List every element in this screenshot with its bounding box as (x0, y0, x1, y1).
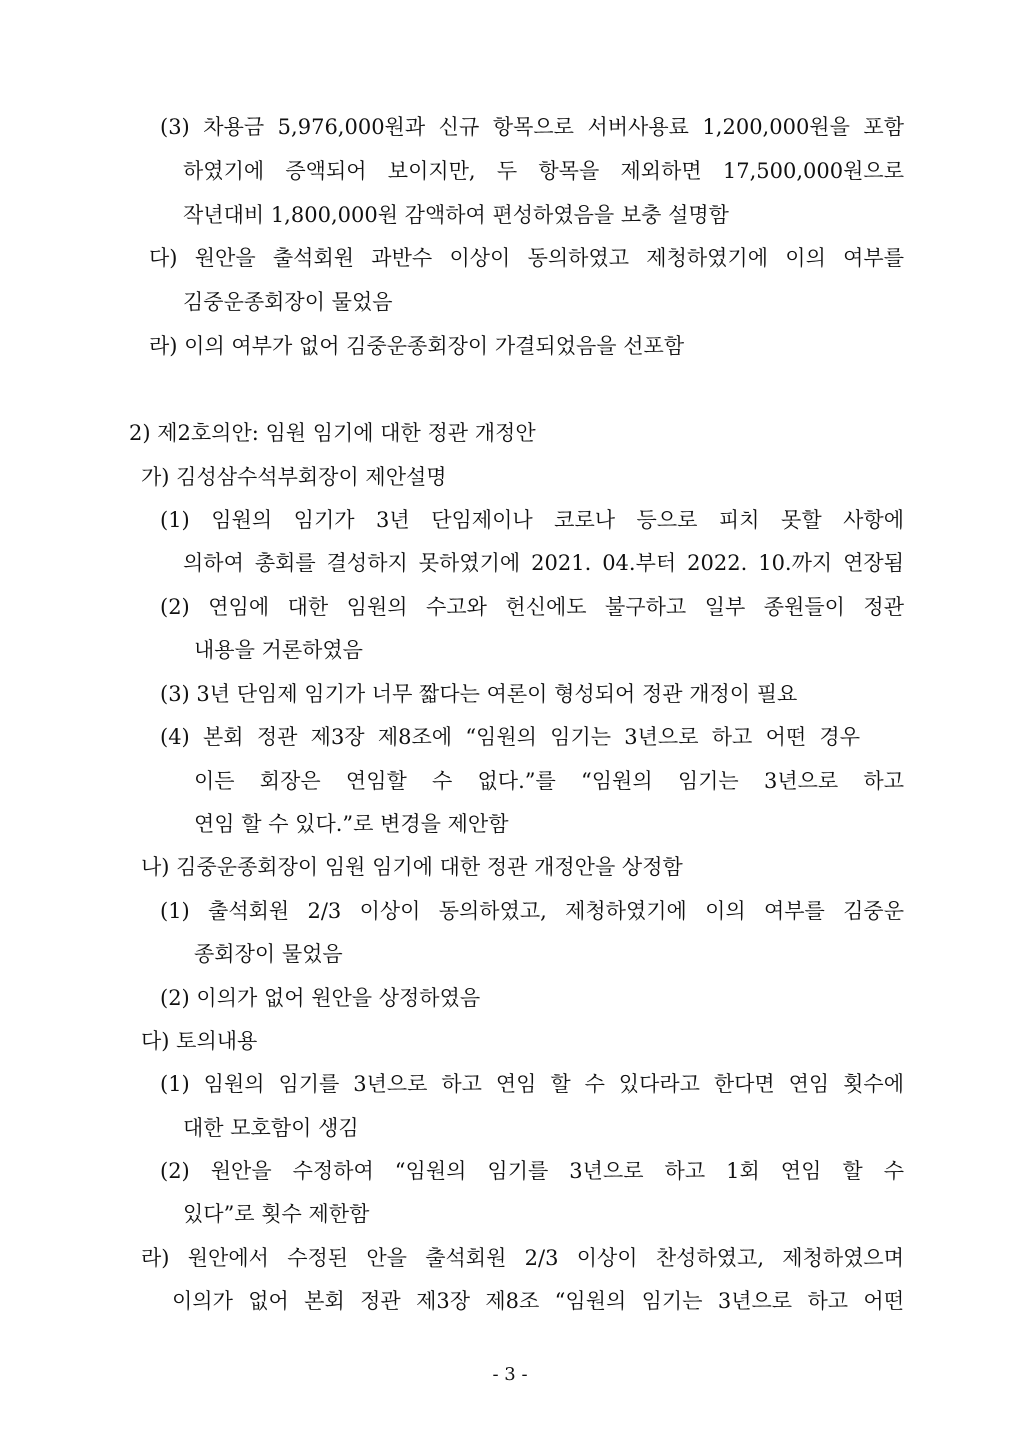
text-line: 내용을 거론하였음 (194, 638, 363, 662)
text-line: 의하여 총회를 결성하지 못하였기에 2021. 04.부터 2022. 10.까지 연장됨 (183, 551, 904, 575)
text-line: (2) 이의가 없어 원안을 상정하였음 (160, 986, 481, 1010)
text-line: 대한 모호함이 생김 (183, 1116, 359, 1140)
text-line: (2) 연임에 대한 임원의 수고와 헌신에도 불구하고 일부 종원들이 정관 (160, 595, 904, 619)
text-line: 가) 김성삼수석부회장이 제안설명 (141, 465, 447, 489)
text-line: (1) 임원의 임기가 3년 단임제이나 코로나 등으로 피치 못할 사항에 (160, 508, 904, 532)
text-line: (1) 임원의 임기를 3년으로 하고 연임 할 수 있다라고 한다면 연임 횟수에 (160, 1072, 904, 1096)
text-line: 김중운종회장이 물었음 (183, 290, 393, 314)
text-line: 하였기에 증액되어 보이지만, 두 항목을 제외하면 17,500,000원으로 (183, 159, 904, 183)
text-line: 있다”로 횟수 제한함 (183, 1202, 370, 1226)
text-line: 종회장이 물었음 (194, 942, 343, 966)
text-line: (4) 본회 정관 제3장 제8조에 “임원의 임기는 3년으로 하고 어떤 경우 (160, 725, 860, 749)
text-line: 라) 원안에서 수정된 안을 출석회원 2/3 이상이 찬성하였고, 제청하였으며 (141, 1246, 904, 1270)
text-line: 라) 이의 여부가 없어 김중운종회장이 가결되었음을 선포함 (149, 334, 685, 358)
text-line: 이의가 없어 본회 정관 제3장 제8조 “임원의 임기는 3년으로 하고 어떤 (172, 1289, 904, 1313)
section-heading: 2) 제2호의안: 임원 임기에 대한 정관 개정안 (129, 421, 536, 445)
text-line: 다) 토의내용 (141, 1029, 258, 1053)
text-line: 다) 원안을 출석회원 과반수 이상이 동의하였고 제청하였기에 이의 여부를 (149, 246, 904, 270)
text-line: 나) 김중운종회장이 임원 임기에 대한 정관 개정안을 상정함 (141, 855, 683, 879)
text-line: (1) 출석회원 2/3 이상이 동의하였고, 제청하였기에 이의 여부를 김중운 (160, 899, 904, 923)
text-line: 이든 회장은 연임할 수 없다.”를 “임원의 임기는 3년으로 하고 (194, 769, 904, 793)
text-line: 작년대비 1,800,000원 감액하여 편성하였음을 보충 설명함 (183, 203, 729, 227)
text-line: (2) 원안을 수정하여 “임원의 임기를 3년으로 하고 1회 연임 할 수 (160, 1159, 904, 1183)
text-line: 연임 할 수 있다.”로 변경을 제안함 (194, 812, 509, 836)
text-line: (3) 3년 단임제 임기가 너무 짧다는 여론이 형성되어 정관 개정이 필요 (160, 682, 798, 706)
text-line: (3) 차용금 5,976,000원과 신규 항목으로 서버사용료 1,200,000원을 포함 (160, 115, 904, 139)
page-number: - 3 - (492, 1364, 528, 1385)
